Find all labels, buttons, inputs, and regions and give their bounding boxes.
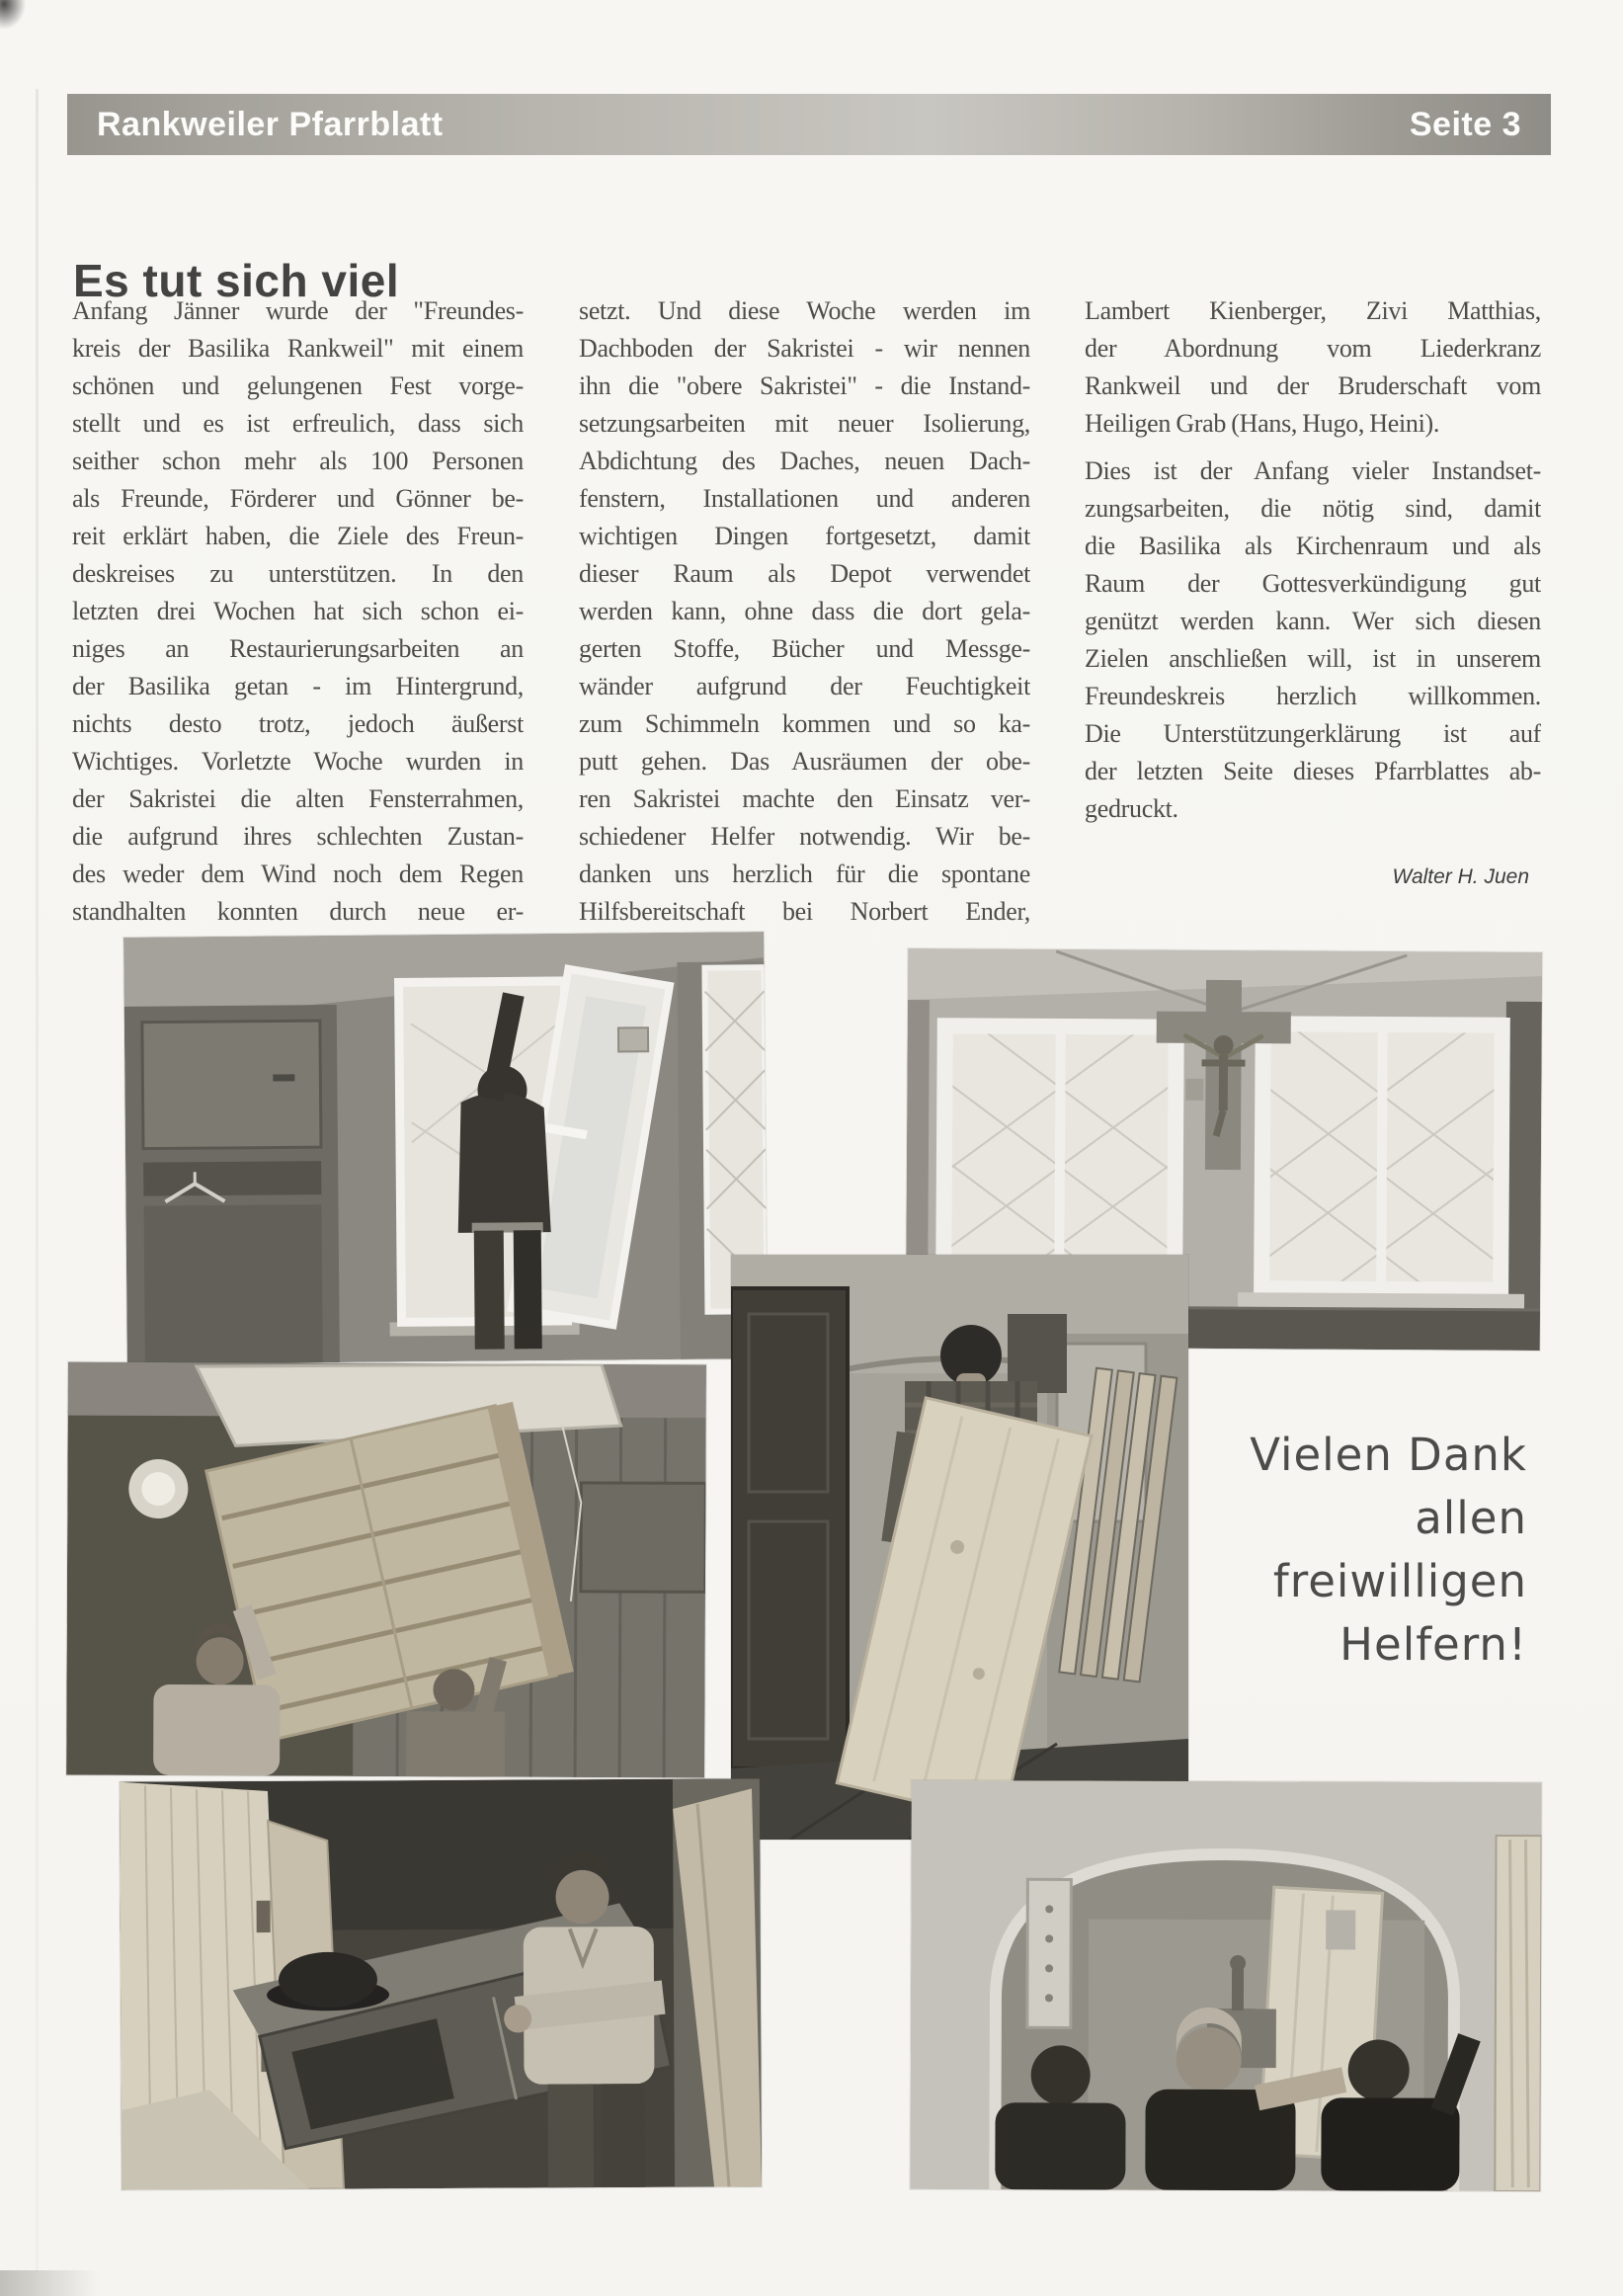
text-line: deskreises zu unterstützen. In den <box>72 559 524 588</box>
text-line: als Freunde, Förderer und Gönner be- <box>72 484 524 513</box>
text-line: des weder dem Wind noch dem Regen <box>72 860 524 888</box>
text-line: setzungsarbeiten mit neuer Isolierung, <box>579 409 1030 438</box>
text-line: Helfern! <box>1339 1618 1527 1671</box>
text-line: genützt werden kann. Wer sich diesen <box>1085 607 1541 635</box>
text-line: Hilfsbereitschaft bei Norbert Ender, <box>579 897 1030 926</box>
text-line: zungsarbeiten, die nötig sind, damit <box>1085 494 1541 523</box>
scan-bottom-smudge <box>0 2270 99 2296</box>
text-line: niges an Restaurierungsarbeiten an <box>72 634 524 663</box>
text-line: fenstern, Installationen und anderen <box>579 484 1030 513</box>
photo-archway-group <box>910 1780 1541 2191</box>
scan-fold-line <box>36 89 39 2272</box>
text-line: schiedener Helfer notwendig. Wir be- <box>579 822 1030 851</box>
header-page-label: Seite 3 <box>1409 106 1521 143</box>
text-line: Wichtiges. Vorletzte Woche wurden in <box>72 747 524 776</box>
text-line: wichtigen Dingen fortgesetzt, damit <box>579 522 1030 550</box>
text-line: Vielen Dank <box>1250 1429 1527 1481</box>
text-line: Rankweil und der Bruderschaft vom <box>1085 371 1541 400</box>
text-line: standhalten konnten durch neue er- <box>72 897 524 926</box>
text-line: Raum der Gottesverkündigung gut <box>1085 569 1541 598</box>
text-line: danken uns herzlich für die spontane <box>579 860 1030 888</box>
text-line: letzten drei Wochen hat sich schon ei- <box>72 597 524 625</box>
text-line: stellt und es ist erfreulich, dass sich <box>72 409 524 438</box>
text-line: Freundeskreis herzlich willkommen. <box>1085 682 1541 710</box>
text-line: freiwilligen <box>1272 1555 1527 1607</box>
text-line: reit erklärt haben, die Ziele des Freun- <box>72 522 524 550</box>
photo-chest-carry <box>120 1778 762 2189</box>
paragraph <box>1085 292 1541 443</box>
text-line: Abdichtung des Daches, neuen Dach- <box>579 447 1030 475</box>
text-line: ihn die "obere Sakristei" - die Instand- <box>579 371 1030 400</box>
photo-shelf-carry <box>66 1362 706 1778</box>
text-line: gerten Stoffe, Bücher und Messge- <box>579 634 1030 663</box>
text-line: werden kann, ohne dass die dort gela- <box>579 597 1030 625</box>
text-line: Heiligen Grab (Hans, Hugo, Heini). <box>1085 409 1440 438</box>
text-line: setzt. Und diese Woche werden im <box>579 296 1030 325</box>
text-line: der Sakristei die alten Fensterrahmen, <box>72 784 524 813</box>
header-bar <box>67 94 1551 155</box>
text-column-3 <box>1085 292 1541 828</box>
text-column-2 <box>579 292 1030 931</box>
text-column-1 <box>72 292 524 931</box>
text-line: schönen und gelungenen Fest vorge- <box>72 371 524 400</box>
text-line: wänder aufgrund der Feuchtigkeit <box>579 672 1030 700</box>
text-line: Lambert Kienberger, Zivi Matthias, <box>1085 296 1541 325</box>
text-line: gedruckt. <box>1085 794 1178 823</box>
photo-window-installation <box>123 932 768 1364</box>
paragraph <box>1085 452 1541 828</box>
thanks-note <box>1250 1429 1527 1681</box>
text-line: seither schon mehr als 100 Personen <box>72 447 524 475</box>
text-line: Dies ist der Anfang vieler Instandset- <box>1085 456 1541 485</box>
text-line: die aufgrund ihres schlechten Zustan- <box>72 822 524 851</box>
photo-panel-carry <box>731 1255 1188 1840</box>
text-line: allen <box>1415 1492 1527 1544</box>
text-line: Dachboden der Sakristei - wir nennen <box>579 334 1030 363</box>
text-line: Anfang Jänner wurde der "Freundes- <box>72 296 524 325</box>
text-line: die Basilika als Kirchenraum und als <box>1085 532 1541 560</box>
text-line: der letzten Seite dieses Pfarrblattes ab- <box>1085 757 1541 785</box>
text-line: der Basilika getan - im Hintergrund, <box>72 672 524 700</box>
text-line: nichts desto trotz, jedoch äußerst <box>72 709 524 738</box>
scan-corner-mark <box>0 0 28 32</box>
text-line: zum Schimmeln kommen und so ka- <box>579 709 1030 738</box>
paragraph <box>579 292 1030 931</box>
byline: Walter H. Juen <box>1392 865 1529 888</box>
text-line: Zielen anschließen will, ist in unserem <box>1085 644 1541 673</box>
text-line: der Abordnung vom Liederkranz <box>1085 334 1541 363</box>
header-title: Rankweiler Pfarrblatt <box>97 106 444 143</box>
text-line: dieser Raum als Depot verwendet <box>579 559 1030 588</box>
text-line: putt gehen. Das Ausräumen der obe- <box>579 747 1030 776</box>
text-line: kreis der Basilika Rankweil" mit einem <box>72 334 524 363</box>
text-line: Die Unterstützungerklärung ist auf <box>1085 719 1541 748</box>
paragraph <box>72 292 524 931</box>
article-title: Es tut sich viel <box>73 254 400 306</box>
text-line: ren Sakristei machte den Einsatz ver- <box>579 784 1030 813</box>
